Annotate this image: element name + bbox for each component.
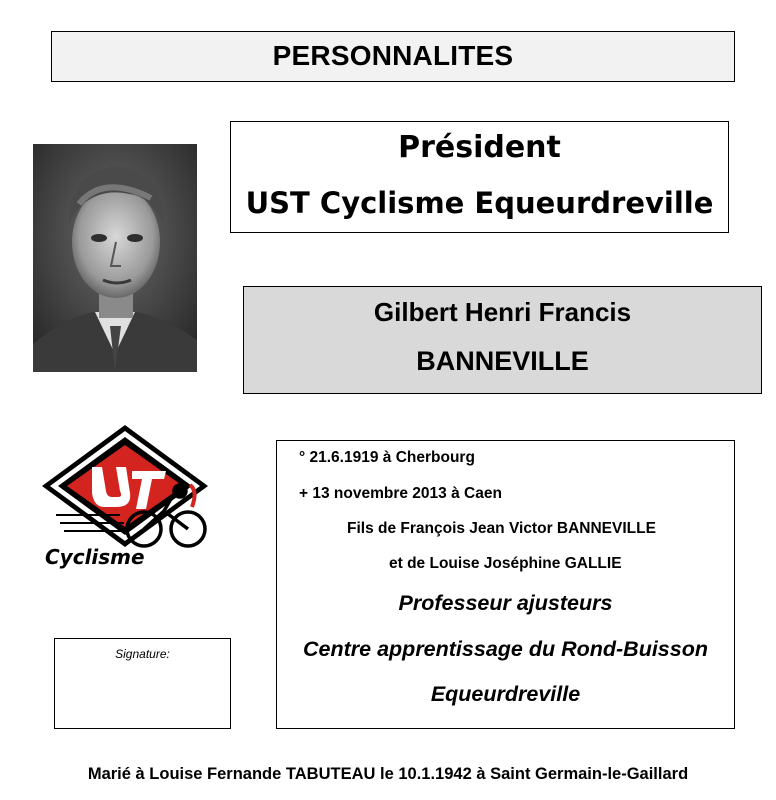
role-box [230, 121, 729, 233]
ust-cyclisme-logo [40, 423, 215, 573]
marriage-line: Marié à Louise Fernande TABUTEAU le 10.1.1942 à Saint Germain-le-Gaillard [87, 765, 689, 783]
header-title-box [51, 31, 735, 82]
surname: BANNEVILLE [416, 346, 589, 376]
page-title: PERSONNALITES [272, 40, 514, 71]
mother-line: et de Louise Joséphine GALLIE [389, 555, 622, 572]
club-name: UST Cyclisme Equeurdreville [245, 186, 714, 220]
signature-label: Signature: [115, 647, 170, 661]
birth-line: ° 21.6.1919 à Cherbourg [299, 449, 475, 466]
profession: Professeur ajusteurs [398, 591, 613, 615]
workplace: Centre apprentissage du Rond-Buisson [303, 637, 708, 661]
town: Equeurdreville [430, 682, 581, 706]
signature-box [54, 638, 231, 729]
given-names: Gilbert Henri Francis [373, 297, 632, 327]
role-title: Président [398, 130, 561, 165]
death-line: + 13 novembre 2013 à Caen [299, 485, 502, 502]
logo-caption: Cyclisme [45, 545, 145, 569]
portrait-photo [33, 144, 197, 372]
father-line: Fils de François Jean Victor BANNEVILLE [347, 520, 656, 537]
bio-box [276, 440, 735, 729]
name-box [243, 286, 762, 394]
